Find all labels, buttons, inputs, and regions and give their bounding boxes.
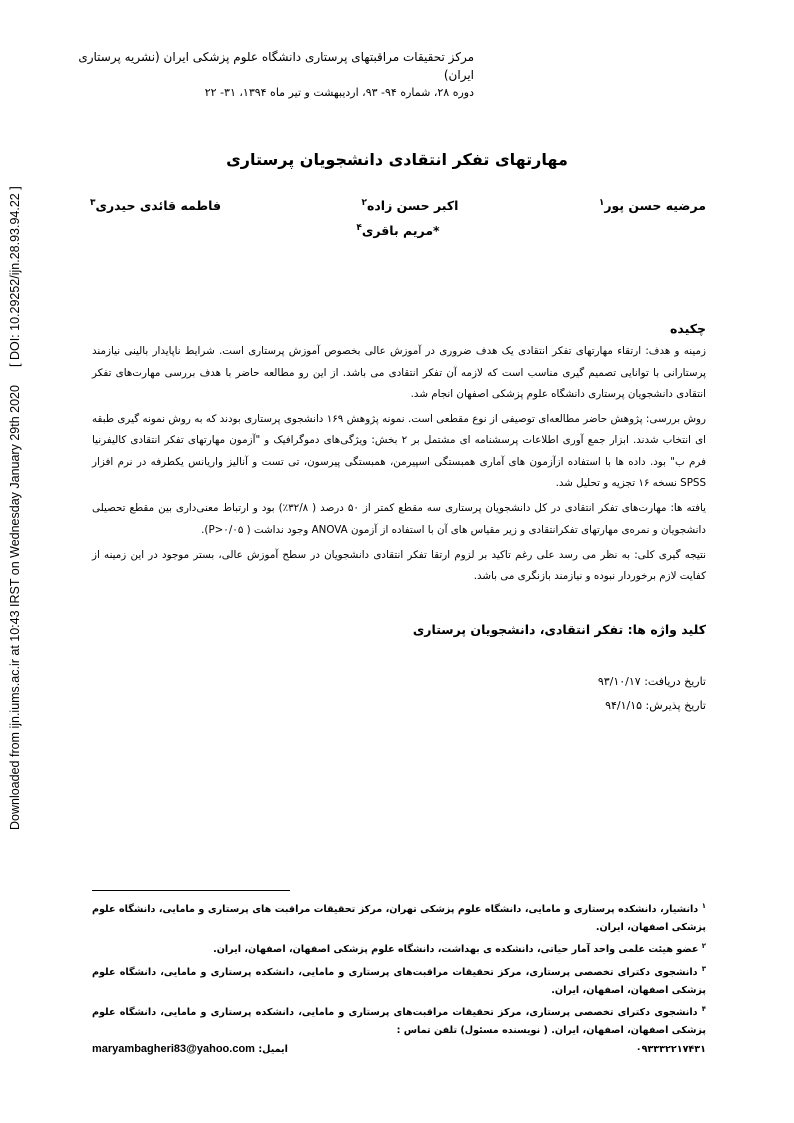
- footnotes: [92, 898, 706, 1059]
- email-block: ایمیل: maryambagheri83@yahoo.com: [92, 1043, 288, 1056]
- footnote: $^۲$ عضو هیئت علمی واحد آمار حیاتی، دانشکده ی بهداشت، دانشگاه علوم پزشکی اصفهان، اصفهان، ایران.: [213, 942, 706, 956]
- keywords: کلید واژه ها: تفکر انتقادی، دانشجویان پرستاری: [412, 622, 706, 637]
- journal-header: [54, 48, 474, 102]
- author: مرضیه حسن پور$^۱$: [598, 198, 706, 214]
- footnote-divider: [92, 890, 290, 891]
- abstract-heading: چکیده: [670, 321, 706, 336]
- accepted-date: تاریخ پذیرش: ۹۴/۱/۱۵: [605, 699, 706, 712]
- side-stamp: [8, 110, 28, 830]
- contact-line: [92, 1041, 706, 1059]
- abstract-background: زمینه و هدف: ارتقاء مهارتهای تفکر انتقادی یک هدف ضروری در آموزش عالی بخصوص آموزش پرستاری است. شرایط ناپایدار بالینی نیازمند پرستارانی با توانایی تصمیم گیری مناسب است که لازمه آن تفکر انتقادی می باشد. از این رو مطالعه حاضر با هدف بررسی مهارت‌های تفکر انتقادی دانشجویان پرستاری دانشگاه علوم پزشکی اصفهان انجام شد.: [92, 345, 706, 400]
- author: اکبر حسن زاده$^۲$: [361, 198, 459, 214]
- abstract-methods: روش بررسی: پژوهش حاضر مطالعه‌ای توصیفی از نوع مقطعی است. نمونه پژوهش ۱۶۹ دانشجوی پرستاری بودند که به روش نمونه گیری طبقه ای انتخاب شدند. ابزار جمع آوری اطلاعات پرسشنامه ای مشتمل بر ۲ بخش: ویژگی‌های دموگرافیک و "آزمون مهارتهای تفکر انتقادی کالیفرنیا فرم ب" بود. داده ها با استفاده ازآزمون های آماری همبستگی اسپیرمن، همبستگی پیرسون، تی تست و آنالیز واریانس یکطرفه در نرم افزار SPSS نسخه ۱۶ تجزیه و تحلیل شد.: [92, 413, 706, 490]
- email-link[interactable]: maryambagheri83@yahoo.com: [92, 1043, 255, 1056]
- paper-title: مهارتهای تفکر انتقادی دانشجویان پرستاری: [226, 150, 568, 169]
- footnote: $^۴$ دانشجوی دکترای تخصصی پرستاری، مرکز تحقیقات مراقبت‌های پرستاری و مامایی، دانشکده پرستاری و مامایی، دانشگاه علوم پزشکی اصفهان، اصفهان، ایران. ( نویسنده مسئول) تلفن تماس :: [92, 1005, 707, 1036]
- doi-link[interactable]: [ DOI: 10.29252/ijn.28.93.94.22 ]: [8, 186, 22, 368]
- journal-name: مرکز تحقیقات مراقبتهای پرستاری دانشگاه علوم پزشکی ایران (نشریه پرستاری ایران): [78, 50, 474, 82]
- abstract-results: یافته ها: مهارت‌های تفکر انتقادی در کل دانشجویان پرستاری سه مقطع کمتر از ۵۰ درصد ( ۳۲/۸٪) بود و ارتباط معنی‌داری بین مقطع تحصیلی دانشجویان و نمره‌ی مهارتهای تفکرانتقادی و زیر مقیاس های آن با استفاده از آزمون ANOVA وجود نداشت ( P>۰/۰۵).: [92, 502, 706, 536]
- author-list: [90, 198, 706, 238]
- received-date: تاریخ دریافت: ۹۳/۱۰/۱۷: [597, 675, 706, 688]
- footnote: $^۳$ دانشجوی دکترای تخصصی پرستاری، مرکز تحقیقات مراقبت‌های پرستاری و مامایی، دانشکده پرستاری و مامایی، دانشگاه علوم پزشکی اصفهان، اصفهان، ایران.: [92, 964, 707, 996]
- author: فاطمه قائدی حیدری$^۳$: [90, 198, 222, 214]
- download-stamp: Downloaded from ijn.iums.ac.ir at 10:43 IRST on Wednesday January 29th 2020: [8, 385, 22, 830]
- abstract-conclusion: نتیجه گیری کلی: به نظر می رسد علی رغم تاکید بر لزوم ارتقا تفکر انتقادی دانشجویان در سطح آموزش عالی، بستر موجود در این زمینه از کفایت لازم برخوردار نبوده و نیازمند بازنگری می باشد.: [92, 548, 706, 583]
- phone-number: ۰۹۳۳۳۲۲۱۷۴۳۱: [635, 1044, 706, 1056]
- article-dates: [598, 670, 706, 718]
- corresponding-author: *مریم باقری$^۴$: [356, 223, 440, 239]
- abstract: [92, 318, 706, 592]
- footnote: $^۱$ دانشیار، دانشکده پرستاری و مامایی، دانشگاه علوم پزشکی تهران، مرکز تحقیقات مراقبت های پرستاری و مامایی، دانشگاه علوم پزشکی اصفهان، ایران.: [92, 902, 706, 933]
- journal-issue: دوره ۲۸، شماره ۹۴- ۹۳، اردیبهشت و تیر ماه ۱۳۹۴، ۳۱- ۲۲: [204, 86, 474, 99]
